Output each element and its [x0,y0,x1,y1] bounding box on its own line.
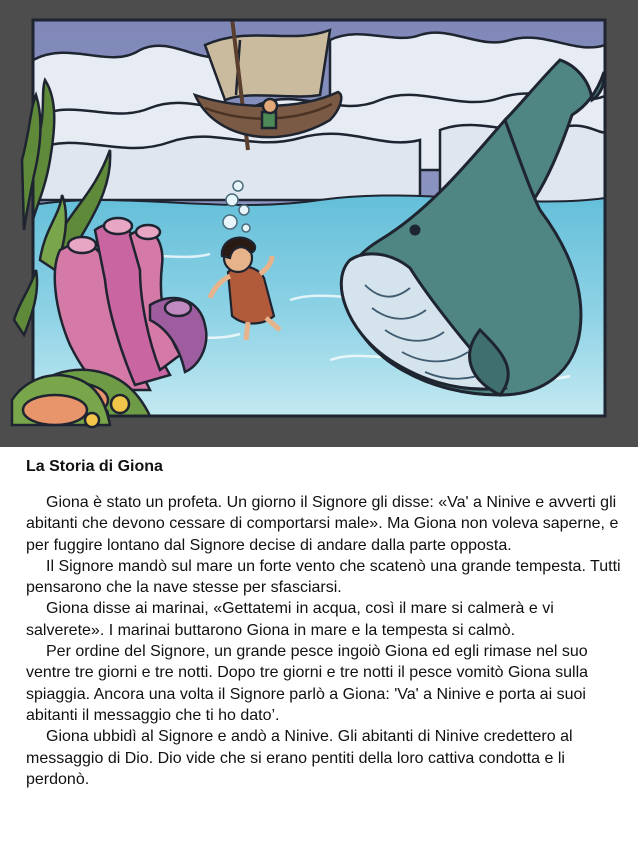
story-paragraph: Giona ubbidì al Signore e andò a Ninive. Gli abitanti di Ninive credettero al messaggio di Dio. Dio vide che si erano pentiti della loro cattiva condotta e li perdonò. [26,728,573,788]
scene [20,18,605,420]
story-title: La Storia di Giona [26,458,163,475]
story-paragraph: Giona è stato un profeta. Un giorno il Signore gli disse: «Va' a Ninive e avverti gli abitanti che devono cessare di comportarsi male». Ma Giona non voleva saperne, e per fuggire lontano dal Signore decise di andare dalla parte opposta. [26,494,619,554]
story-paragraph: Il Signore mandò sul mare un forte vento che scatenò una grande tempesta. Tutti pensarono che la nave stesse per sfasciarsi. [26,557,621,597]
story-paragraph: Giona disse ai marinai, «Gettatemi in acqua, così il mare si calmerà e vi salverete». I marinai buttarono Giona in mare e la tempesta si calmò. [26,600,554,639]
story-text [26,456,626,790]
story-paragraph: Per ordine del Signore, un grande pesce ingoiò Giona ed egli rimase nel suo ventre tre giorni e tre notti. Dopo tre giorni e tre notti il pesce vomitò Giona sulla spiaggia. Ancora una volta il Signore parlò a Giona: 'Va' a Ninive e porta ai suoi abitanti il messaggio che ti ho dato’. [26,643,589,724]
